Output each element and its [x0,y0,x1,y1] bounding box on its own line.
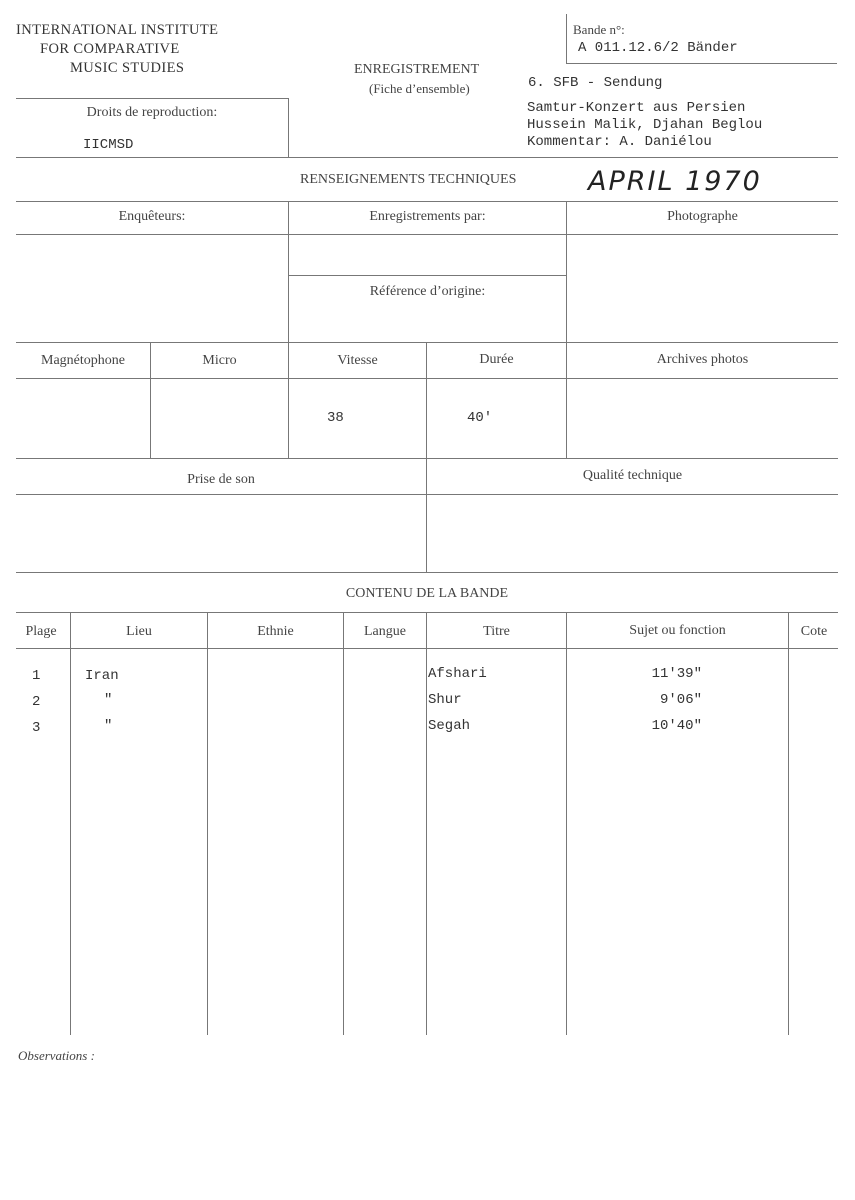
th-ethnie: Ethnie [257,624,294,639]
cell-lieu: " [104,692,113,708]
th-plage: Plage [25,624,57,639]
cell-sujet: 9'06" [659,692,702,708]
bande-label: Bande n°: [573,22,625,37]
rule-342 [16,342,838,343]
table-top-rule [16,612,838,613]
table-col-rule [70,612,71,1035]
th-cote: Cote [800,624,828,639]
contenu-header: CONTENU DE LA BANDE [345,586,509,601]
label-magnetophone: Magnétophone [41,353,125,368]
institute-line-1: INTERNATIONAL INSTITUTE [16,22,219,38]
table-col-rule [426,612,427,1035]
technical-top-rule [16,157,838,158]
label-enregistrements-par: Enregistrements par: [369,209,486,224]
institute-line-3: MUSIC STUDIES [70,60,185,76]
label-qualite: Qualité technique [582,468,683,483]
cell-plage: 3 [32,720,41,736]
th-titre: Titre [483,624,510,639]
rule-572 [16,572,838,573]
rule-reference [289,275,566,276]
cell-plage: 1 [32,668,41,684]
label-micro: Micro [202,353,237,368]
cell-sujet: 11'39" [651,666,702,682]
bande-value: A 011.12.6/2 Bänder [578,40,738,56]
th-lieu: Lieu [126,624,152,639]
droits-top-rule [16,98,289,99]
cell-titre: Segah [428,718,471,734]
form-title: ENREGISTREMENT [354,62,480,77]
table-col-rule [207,612,208,1035]
broadcast-line-2: Samtur-Konzert aus Persien [527,100,746,116]
th-langue: Langue [364,624,406,639]
bande-box-left [566,14,567,64]
label-photographe: Photographe [667,209,738,224]
broadcast-line-1: 6. SFB - Sendung [528,75,663,91]
label-duree: Durée [479,352,514,367]
rule-201 [16,201,838,202]
rule-458 [16,458,838,459]
rule-494 [16,494,838,495]
institute-line-2: FOR COMPARATIVE [40,41,180,57]
label-archives: Archives photos [656,352,749,367]
cell-sujet: 10'40" [651,718,702,734]
cell-lieu: Iran [85,668,119,684]
value-vitesse: 38 [327,410,344,426]
value-duree: 40' [467,410,493,426]
table-col-rule [343,612,344,1035]
droits-right-rule [288,98,289,158]
broadcast-line-4: Kommentar: A. Daniélou [527,134,712,150]
cell-lieu: " [104,718,113,734]
table-header-rule [16,648,838,649]
handwritten-date: APRIL 1970 [588,166,762,197]
rule-234 [16,234,838,235]
cell-titre: Afshari [428,666,487,682]
cell-titre: Shur [428,692,462,708]
bande-box-bottom [566,63,837,64]
th-sujet: Sujet ou fonction [629,623,726,638]
form-subtitle: (Fiche d’ensemble) [369,81,470,96]
technical-header: RENSEIGNEMENTS TECHNIQUES [300,172,517,187]
label-reference: Référence d’origine: [369,284,486,299]
cell-plage: 2 [32,694,41,710]
broadcast-line-3: Hussein Malik, Djahan Beglou [527,117,763,133]
table-col-rule [566,612,567,1035]
observations-label: Observations : [18,1048,95,1063]
rule-378 [16,378,838,379]
label-vitesse: Vitesse [337,353,378,368]
droits-value: IICMSD [83,137,134,153]
droits-label: Droits de reproduction: [86,105,218,120]
label-enqueteurs: Enquêteurs: [118,209,186,224]
label-prise-de-son: Prise de son [187,472,255,487]
table-col-rule [788,612,789,1035]
